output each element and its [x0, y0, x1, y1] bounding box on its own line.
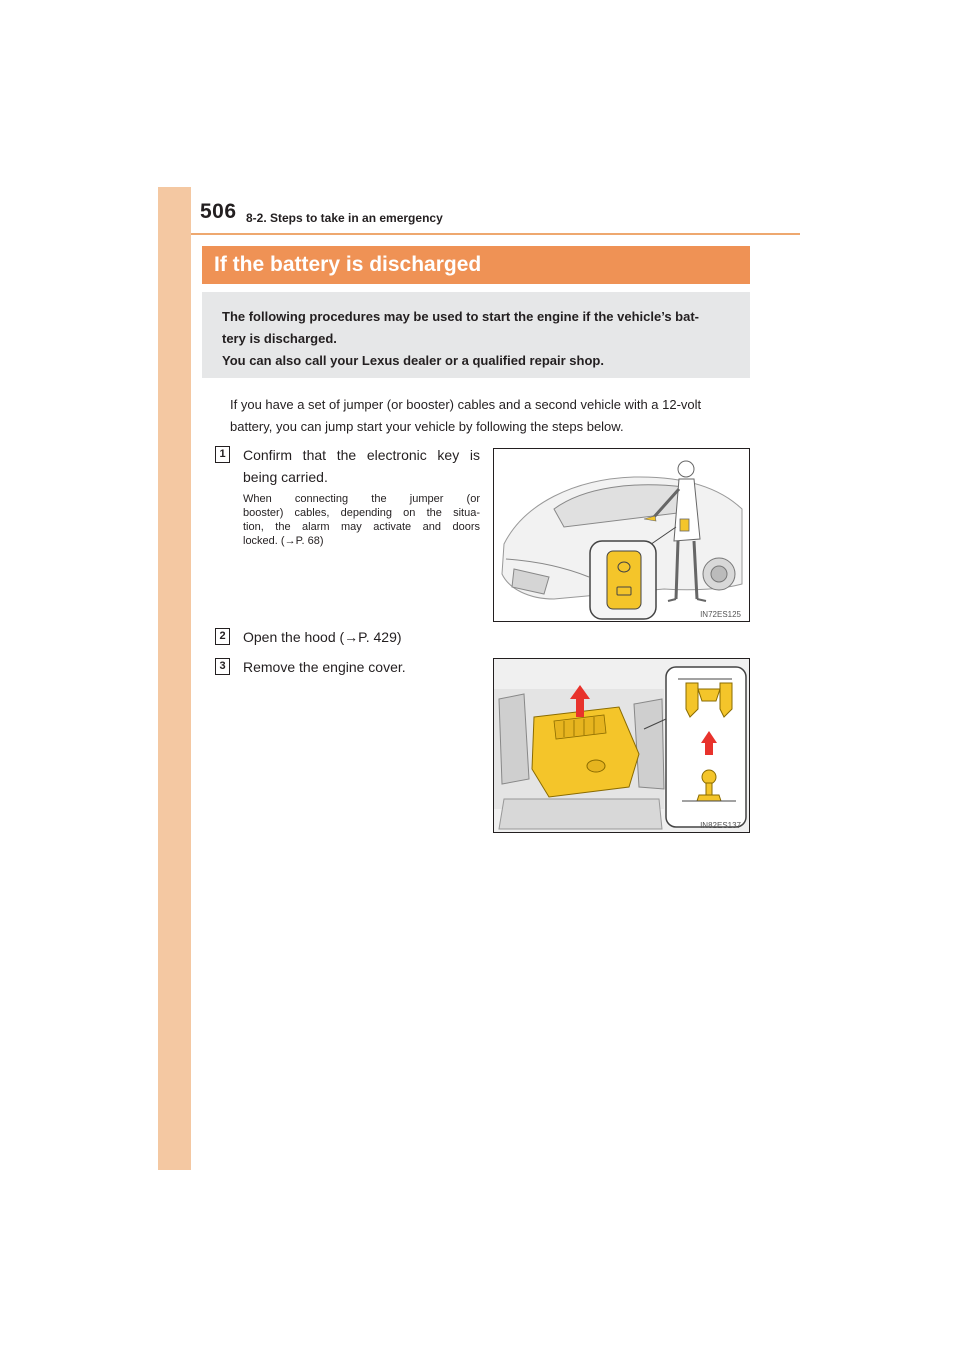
page-number: 506	[200, 200, 237, 223]
step-number-1: 1	[215, 446, 230, 463]
section-title: 8-2. Steps to take in an emergency	[246, 211, 443, 225]
note-line: booster) cables, depending on the situa-	[243, 507, 480, 519]
step-1-note	[243, 492, 480, 548]
figure-code: IN72ES125	[700, 610, 741, 619]
header-divider	[191, 233, 800, 235]
step-1-line: Confirm that the electronic key is	[243, 447, 480, 463]
intro-line: The following procedures may be used to start the engine if the vehicle’s bat-	[222, 309, 699, 324]
figure-code: IN82ES137	[700, 821, 741, 830]
intro-line: You can also call your Lexus dealer or a qualified repair shop.	[222, 353, 604, 368]
body-line: If you have a set of jumper (or booster) cables and a second vehicle with a 12-volt	[230, 397, 702, 412]
step-3-text: Remove the engine cover.	[243, 659, 406, 675]
step-1-line: being carried.	[243, 469, 328, 485]
car-key-illustration	[494, 449, 749, 621]
step-2-text: Open the hood (→P. 429)	[243, 629, 402, 645]
step-number-3: 3	[215, 658, 230, 675]
body-paragraph	[230, 394, 750, 438]
section-heading: If the battery is discharged	[202, 246, 750, 284]
intro-line: tery is discharged.	[222, 331, 337, 346]
chapter-side-tab	[158, 187, 191, 1170]
figure-key-carried	[493, 448, 750, 622]
note-line: locked. (→P. 68)	[243, 535, 324, 547]
engine-cover-illustration	[494, 659, 749, 832]
body-line: battery, you can jump start your vehicle by following the steps below.	[230, 419, 624, 434]
intro-box	[202, 292, 750, 378]
note-line: tion, the alarm may activate and doors	[243, 521, 480, 533]
note-line: When connecting the jumper (or	[243, 493, 480, 505]
step-1-text	[243, 444, 480, 488]
step-number-2: 2	[215, 628, 230, 645]
figure-engine-cover	[493, 658, 750, 833]
